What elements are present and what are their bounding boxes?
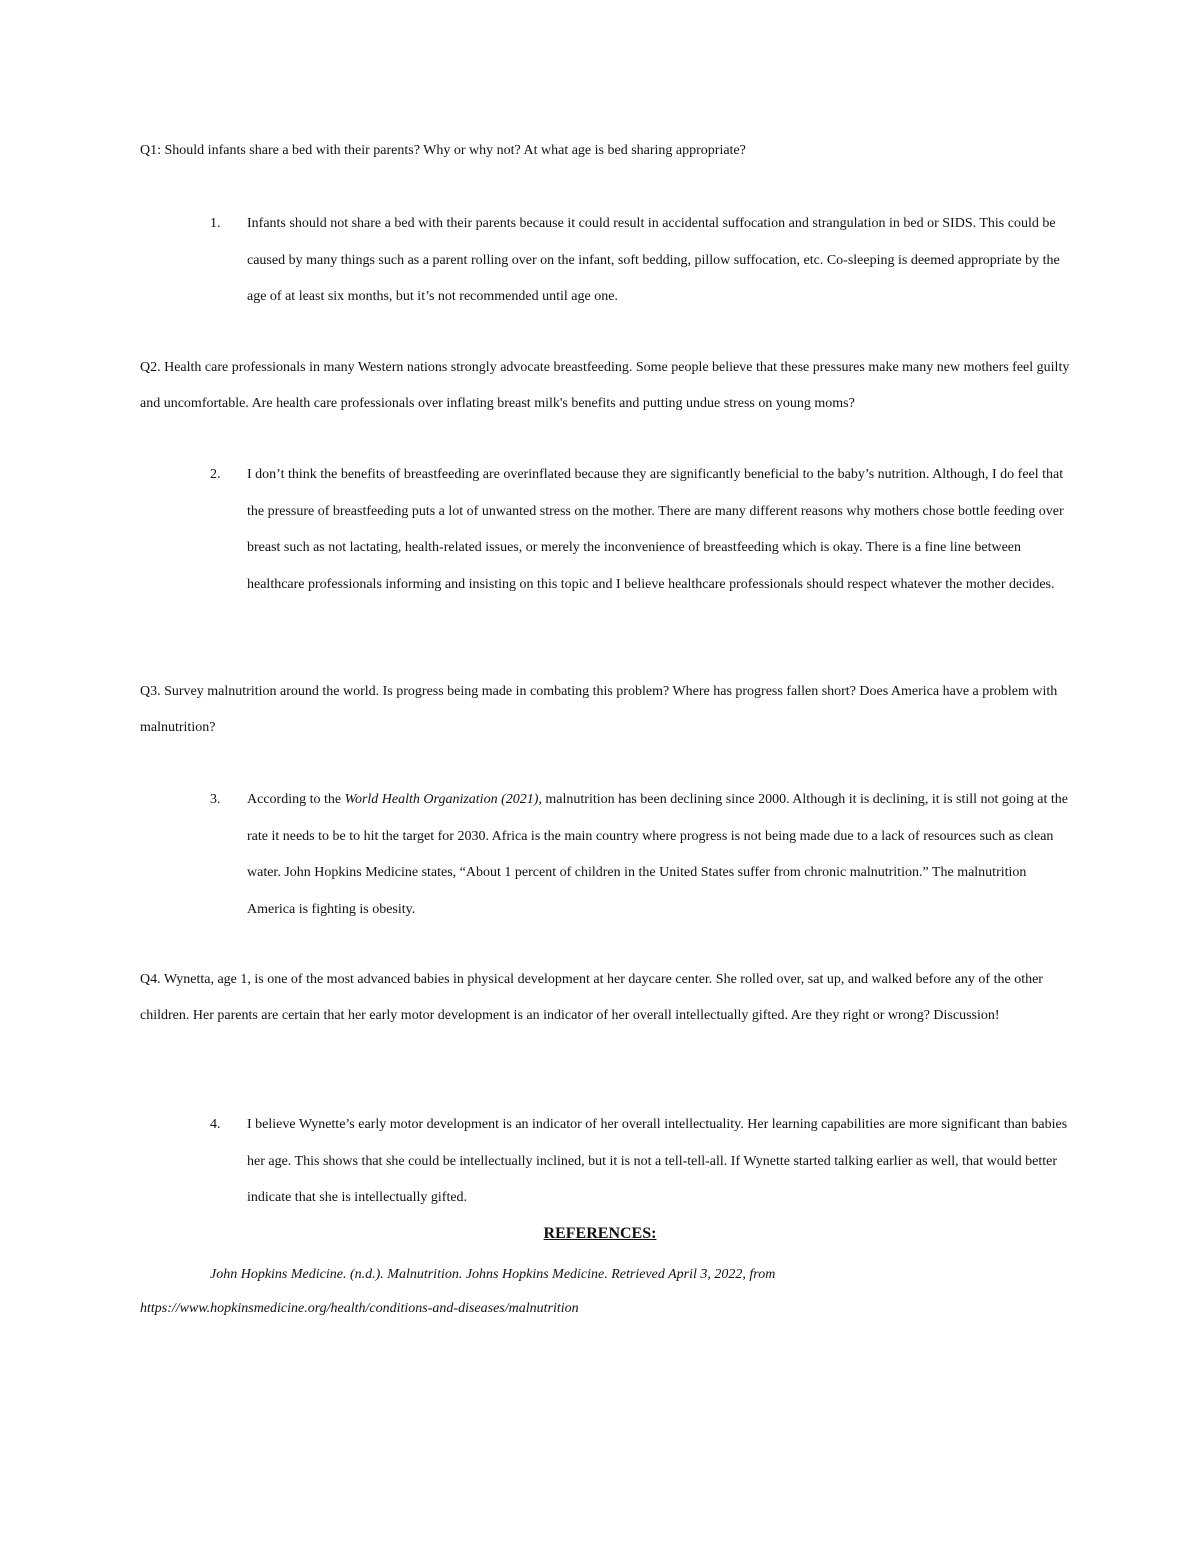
- reference-entry: John Hopkins Medicine. (n.d.). Malnutrition. Johns Hopkins Medicine. Retrieved April 3, 2022, from https://www.hopkinsmedicine.org/health/conditions-and-diseases/malnutrition: [140, 1267, 776, 1316]
- answer-4: [210, 1107, 1070, 1217]
- answer-4-text: I believe Wynette’s early motor development is an indicator of her overall intellectuality. Her learning capabilities are more significant than babies her age. This shows that she could be intellectually inclined, but it is not a tell-tell-all. If Wynette started talking earlier as well, that would better indicate that she is intellectually gifted.: [247, 1117, 1068, 1205]
- answer-3-number: 3.: [210, 792, 221, 807]
- answer-1-number: 1.: [210, 216, 221, 231]
- answer-1-text: Infants should not share a bed with their parents because it could result in accidental suffocation and strangulation in bed or SIDS. This could be caused by many things such as a parent rolling over on the infant, soft bedding, pillow suffocation, etc. Co-sleeping is deemed appropriate by the age of at least six months, but it’s not recommended until age one.: [247, 216, 1060, 304]
- answer-3-text-pre: According to the: [247, 792, 345, 807]
- answer-3: [210, 782, 1070, 928]
- question-2: Q2. Health care professionals in many Western nations strongly advocate breastfeeding. Some people believe that these pressures make many new mothers feel guilty and uncomfortable. Are health care professionals over inflating breast milk's benefits and putting undue stress on young moms?: [140, 360, 1070, 411]
- answer-2: [210, 457, 1070, 603]
- question-1: Q1: Should infants share a bed with their parents? Why or why not? At what age is bed sharing appropriate?: [140, 143, 746, 158]
- answer-2-text: I don’t think the benefits of breastfeeding are overinflated because they are significantly beneficial to the baby’s nutrition. Although, I do feel that the pressure of breastfeeding puts a lot of unwanted stress on the mother. There are many different reasons why mothers chose bottle feeding over breast such as not lactating, health-related issues, or merely the inconvenience of breastfeeding which is okay. There is a fine line between healthcare professionals informing and insisting on this topic and I believe healthcare professionals should respect whatever the mother decides.: [247, 467, 1064, 592]
- answer-3-text: [247, 782, 1070, 928]
- answer-1: [210, 206, 1070, 316]
- answer-3-source: World Health Organization (2021),: [344, 792, 542, 807]
- answer-2-number: 2.: [210, 467, 221, 482]
- question-4: Q4. Wynetta, age 1, is one of the most advanced babies in physical development at her daycare center. She rolled over, sat up, and walked before any of the other children. Her parents are certain that her early motor development is an indicator of her overall intellectually gifted. Are they right or wrong? Discussion!: [140, 972, 1043, 1023]
- question-3: Q3. Survey malnutrition around the world. Is progress being made in combating this problem? Where has progress fallen short? Does America have a problem with malnutrition?: [140, 684, 1058, 735]
- references-heading: REFERENCES:: [543, 1225, 657, 1242]
- answer-4-number: 4.: [210, 1117, 221, 1132]
- answer-3-text-post: malnutrition has been declining since 2000. Although it is declining, it is still not going at the rate it needs to be to hit the target for 2030. Africa is the main country where progress is not being made due to a lack of resources such as clean water. John Hopkins Medicine states, “About 1 percent of children in the United States suffer from chronic malnutrition.” The malnutrition America is fighting is obesity.: [247, 792, 1069, 917]
